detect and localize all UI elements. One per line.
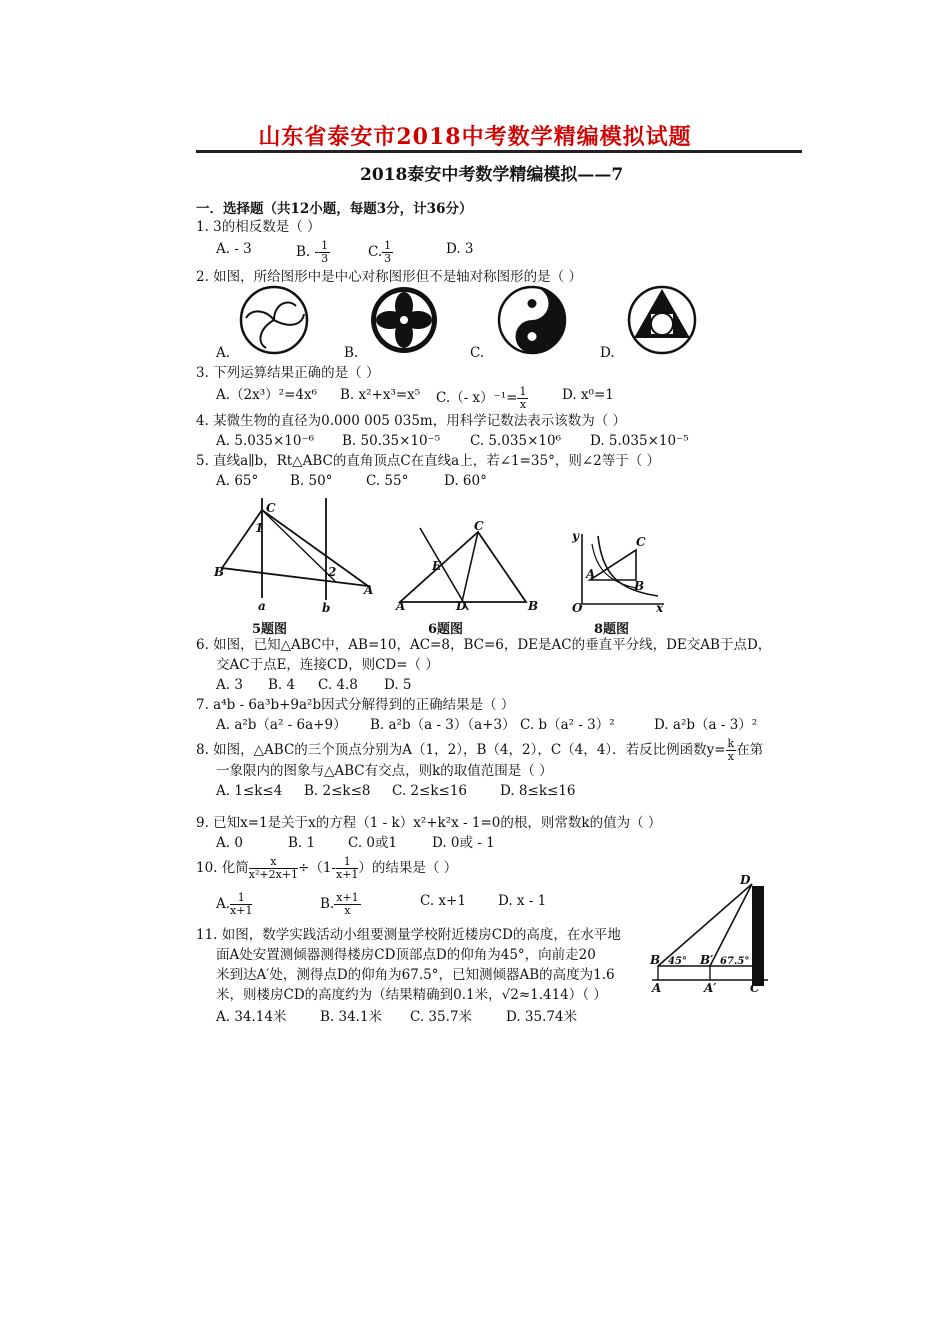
q8-label-o: O — [572, 601, 583, 615]
q2-option-b: B. — [344, 345, 359, 361]
q4-option-c: C. 5.035×10⁶ — [470, 433, 561, 449]
q2-figure-a-triskelion — [238, 284, 310, 356]
q8-label-y: y — [572, 529, 579, 543]
q6-option-d: D. 5 — [384, 677, 412, 693]
q2-figure-b-flower — [368, 284, 440, 356]
q11-stem-line4: 米，则楼房CD的高度约为（结果精确到0.1米，√2≈1.414）（ ） — [216, 987, 607, 1003]
q2-option-a: A. — [216, 345, 231, 361]
q2-option-d: D. — [600, 345, 615, 361]
q6-option-c: C. 4.8 — [318, 677, 358, 693]
q5-figure — [210, 496, 380, 616]
q9-option-b: B. 1 — [288, 835, 316, 851]
q8-option-b: B. 2≤k≤8 — [304, 783, 371, 799]
q10-option-a-fraction: $\frac{1}{x+1}$ — [230, 891, 253, 917]
q8-label-x: x — [656, 601, 664, 615]
q11-option-b: B. 34.1米 — [320, 1009, 383, 1025]
q4-stem: 4. 某微生物的直径为0.000 005 035m，用科学记数法表示该数为（ ） — [196, 413, 627, 429]
q6-stem-line1: 6. 如图，已知△ABC中，AB=10，AC=8，BC=6，DE是AC的垂直平分线，DE交AB于点D， — [196, 637, 772, 653]
q11-option-a: A. 34.14米 — [216, 1009, 287, 1025]
q6-option-b: B. 4 — [268, 677, 296, 693]
q2-figure-c-yinyang — [496, 284, 568, 356]
q7-option-c: C. b（a² - 3）² — [520, 717, 615, 733]
q1-option-a: A. - 3 — [216, 241, 252, 257]
exam-subtitle: 2018泰安中考数学精编模拟——7 — [360, 165, 624, 185]
q6-stem-line2: 交AC于点E，连接CD，则CD=（ ） — [216, 657, 439, 673]
q10-option-b: B. $\frac{x+1}{x}$ — [320, 891, 359, 917]
q5-option-a: A. 65° — [216, 473, 259, 489]
q2-stem: 2. 如图，所给图形中是中心对称图形但不是轴对称图形的是（ ） — [196, 269, 582, 285]
q3-stem: 3. 下列运算结果正确的是（ ） — [196, 365, 380, 381]
q6-label-c: C — [474, 519, 484, 533]
title-rule — [196, 150, 802, 153]
q5-stem: 5. 直线a∥b，Rt△ABC的直角顶点C在直线a上，若∠1=35°，则∠2等于（ ） — [196, 453, 661, 469]
q1-option-d: D. 3 — [446, 241, 474, 257]
q8-option-c: C. 2≤k≤16 — [392, 783, 468, 799]
q9-stem: 9. 已知x=1是关于x的方程（1 - k）x²+k²x - 1=0的根，则常数k的值为（ ） — [196, 815, 662, 831]
q5-caption: 5题图 — [252, 622, 288, 637]
q8-figure — [568, 529, 668, 615]
q1-stem: 1. 3的相反数是（ ） — [196, 219, 321, 235]
q8-label-c: C — [636, 535, 646, 549]
q6-label-d: D — [456, 599, 467, 613]
q4-option-b: B. 50.35×10⁻⁵ — [342, 433, 441, 449]
q11-label-angle-67-5: 67.5° — [720, 956, 750, 967]
q1-fraction-b: $\frac{1}{3}$ — [321, 239, 329, 265]
q3-fraction-c: $\frac{1}{x}$ — [519, 385, 527, 411]
q7-option-a: A. a²b（a² - 6a+9） — [216, 717, 347, 733]
q11-stem-line3: 米到达A′处，测得点D的仰角为67.5°，已知测倾器AB的高度为1.6 — [216, 967, 615, 983]
q11-label-angle-45: 45° — [668, 956, 687, 967]
q8-stem-line2: 一象限内的图象与△ABC有交点，则k的取值范围是（ ） — [216, 763, 553, 779]
q11-label-a-prime: A′ — [704, 981, 717, 995]
q6-label-b: B — [528, 599, 539, 613]
q5-label-line-b: b — [322, 601, 331, 615]
q3-option-d: D. x⁰=1 — [562, 387, 614, 403]
q11-option-d: D. 35.74米 — [506, 1009, 578, 1025]
q8-stem-line1: 8. 如图，△ABC的三个顶点分别为A（1，2），B（4，2），C（4，4）．若反比例函数y= $\frac{k}{x}$ 在第 — [196, 737, 764, 763]
q11-label-c: C — [750, 981, 760, 995]
q1-fraction-c: $\frac{1}{3}$ — [384, 239, 392, 265]
q6-label-e: E — [432, 559, 442, 573]
q2-option-c: C. — [470, 345, 485, 361]
q8-label-b: B — [634, 579, 645, 593]
q10-stem: 10. 化简 $\frac{x}{\text{x²+2x+1}}$ ÷（1- $\frac{1}{x+1}$ ）的结果是（ ） — [196, 855, 458, 881]
q7-option-b: B. a²b（a - 3）（a+3） — [370, 717, 516, 733]
q9-option-a: A. 0 — [216, 835, 243, 851]
q4-option-a: A. 5.035×10⁻⁶ — [216, 433, 315, 449]
q8-option-d: D. 8≤k≤16 — [500, 783, 576, 799]
q6-figure — [396, 519, 546, 613]
q7-stem: 7. a⁴b - 6a³b+9a²b因式分解得到的正确结果是（ ） — [196, 697, 515, 713]
q10-fraction-2: $\frac{1}{x+1}$ — [335, 855, 359, 881]
q4-option-d: D. 5.035×10⁻⁵ — [590, 433, 689, 449]
q10-option-c: C. x+1 — [420, 893, 466, 909]
section-heading: 一．选择题（共12小题，每题3分，计36分） — [196, 201, 473, 217]
q11-figure — [648, 873, 772, 995]
q5-label-angle1: 1 — [255, 521, 264, 535]
q5-option-d: D. 60° — [444, 473, 487, 489]
q11-label-d: D — [740, 873, 751, 887]
q9-option-c: C. 0或1 — [348, 835, 398, 851]
q11-label-b-prime: B′ — [700, 953, 714, 967]
q11-stem-line2: 面A处安置测倾器测得楼房CD顶部点D的仰角为45°，向前走20 — [216, 947, 596, 963]
q3-option-b: B. x²+x³=x⁵ — [340, 387, 421, 403]
q11-stem-line1: 11. 如图，数学实践活动小组要测量学校附近楼房CD的高度，在水平地 — [196, 927, 621, 943]
q11-label-b: B — [650, 953, 661, 967]
q8-option-a: A. 1≤k≤4 — [216, 783, 283, 799]
q10-option-d: D. x - 1 — [498, 893, 547, 909]
q2-figure-d-triangle-in-circle — [626, 284, 698, 356]
q6-caption: 6题图 — [428, 622, 464, 637]
q5-label-c: C — [266, 501, 276, 515]
q6-option-a: A. 3 — [216, 677, 243, 693]
q8-caption: 8题图 — [594, 622, 630, 637]
q5-label-a-vertex: A — [364, 583, 374, 597]
q11-option-c: C. 35.7米 — [410, 1009, 472, 1025]
q1-option-b: B. - $\frac{1}{3}$ — [296, 239, 329, 265]
q3-option-a: A.（2x³）²=4x⁶ — [216, 387, 317, 403]
q5-label-angle2: 2 — [328, 565, 337, 579]
q5-option-b: B. 50° — [290, 473, 333, 489]
q8-fraction: $\frac{k}{x}$ — [727, 737, 735, 763]
q1-option-c: C. $\frac{1}{3}$ — [368, 239, 392, 265]
q7-option-d: D. a²b（a - 3）² — [654, 717, 758, 733]
q10-fraction-1: $\frac{x}{\text{x²+2x+1}}$ — [248, 855, 299, 881]
q10-option-b-fraction: $\frac{x+1}{x}$ — [336, 891, 359, 917]
q5-label-b: B — [214, 565, 225, 579]
q10-option-a: A. $\frac{1}{x+1}$ — [216, 891, 253, 917]
q5-option-c: C. 55° — [366, 473, 409, 489]
q9-option-d: D. 0或 - 1 — [432, 835, 495, 851]
q6-label-a: A — [396, 599, 406, 613]
q11-label-a: A — [652, 981, 662, 995]
q8-label-a: A — [586, 567, 596, 581]
q5-label-line-a: a — [258, 599, 266, 613]
q3-option-c: C.（- x）⁻¹= $\frac{1}{x}$ — [436, 385, 527, 411]
document-title: 山东省泰安市2018中考数学精编模拟试题 — [258, 124, 692, 150]
